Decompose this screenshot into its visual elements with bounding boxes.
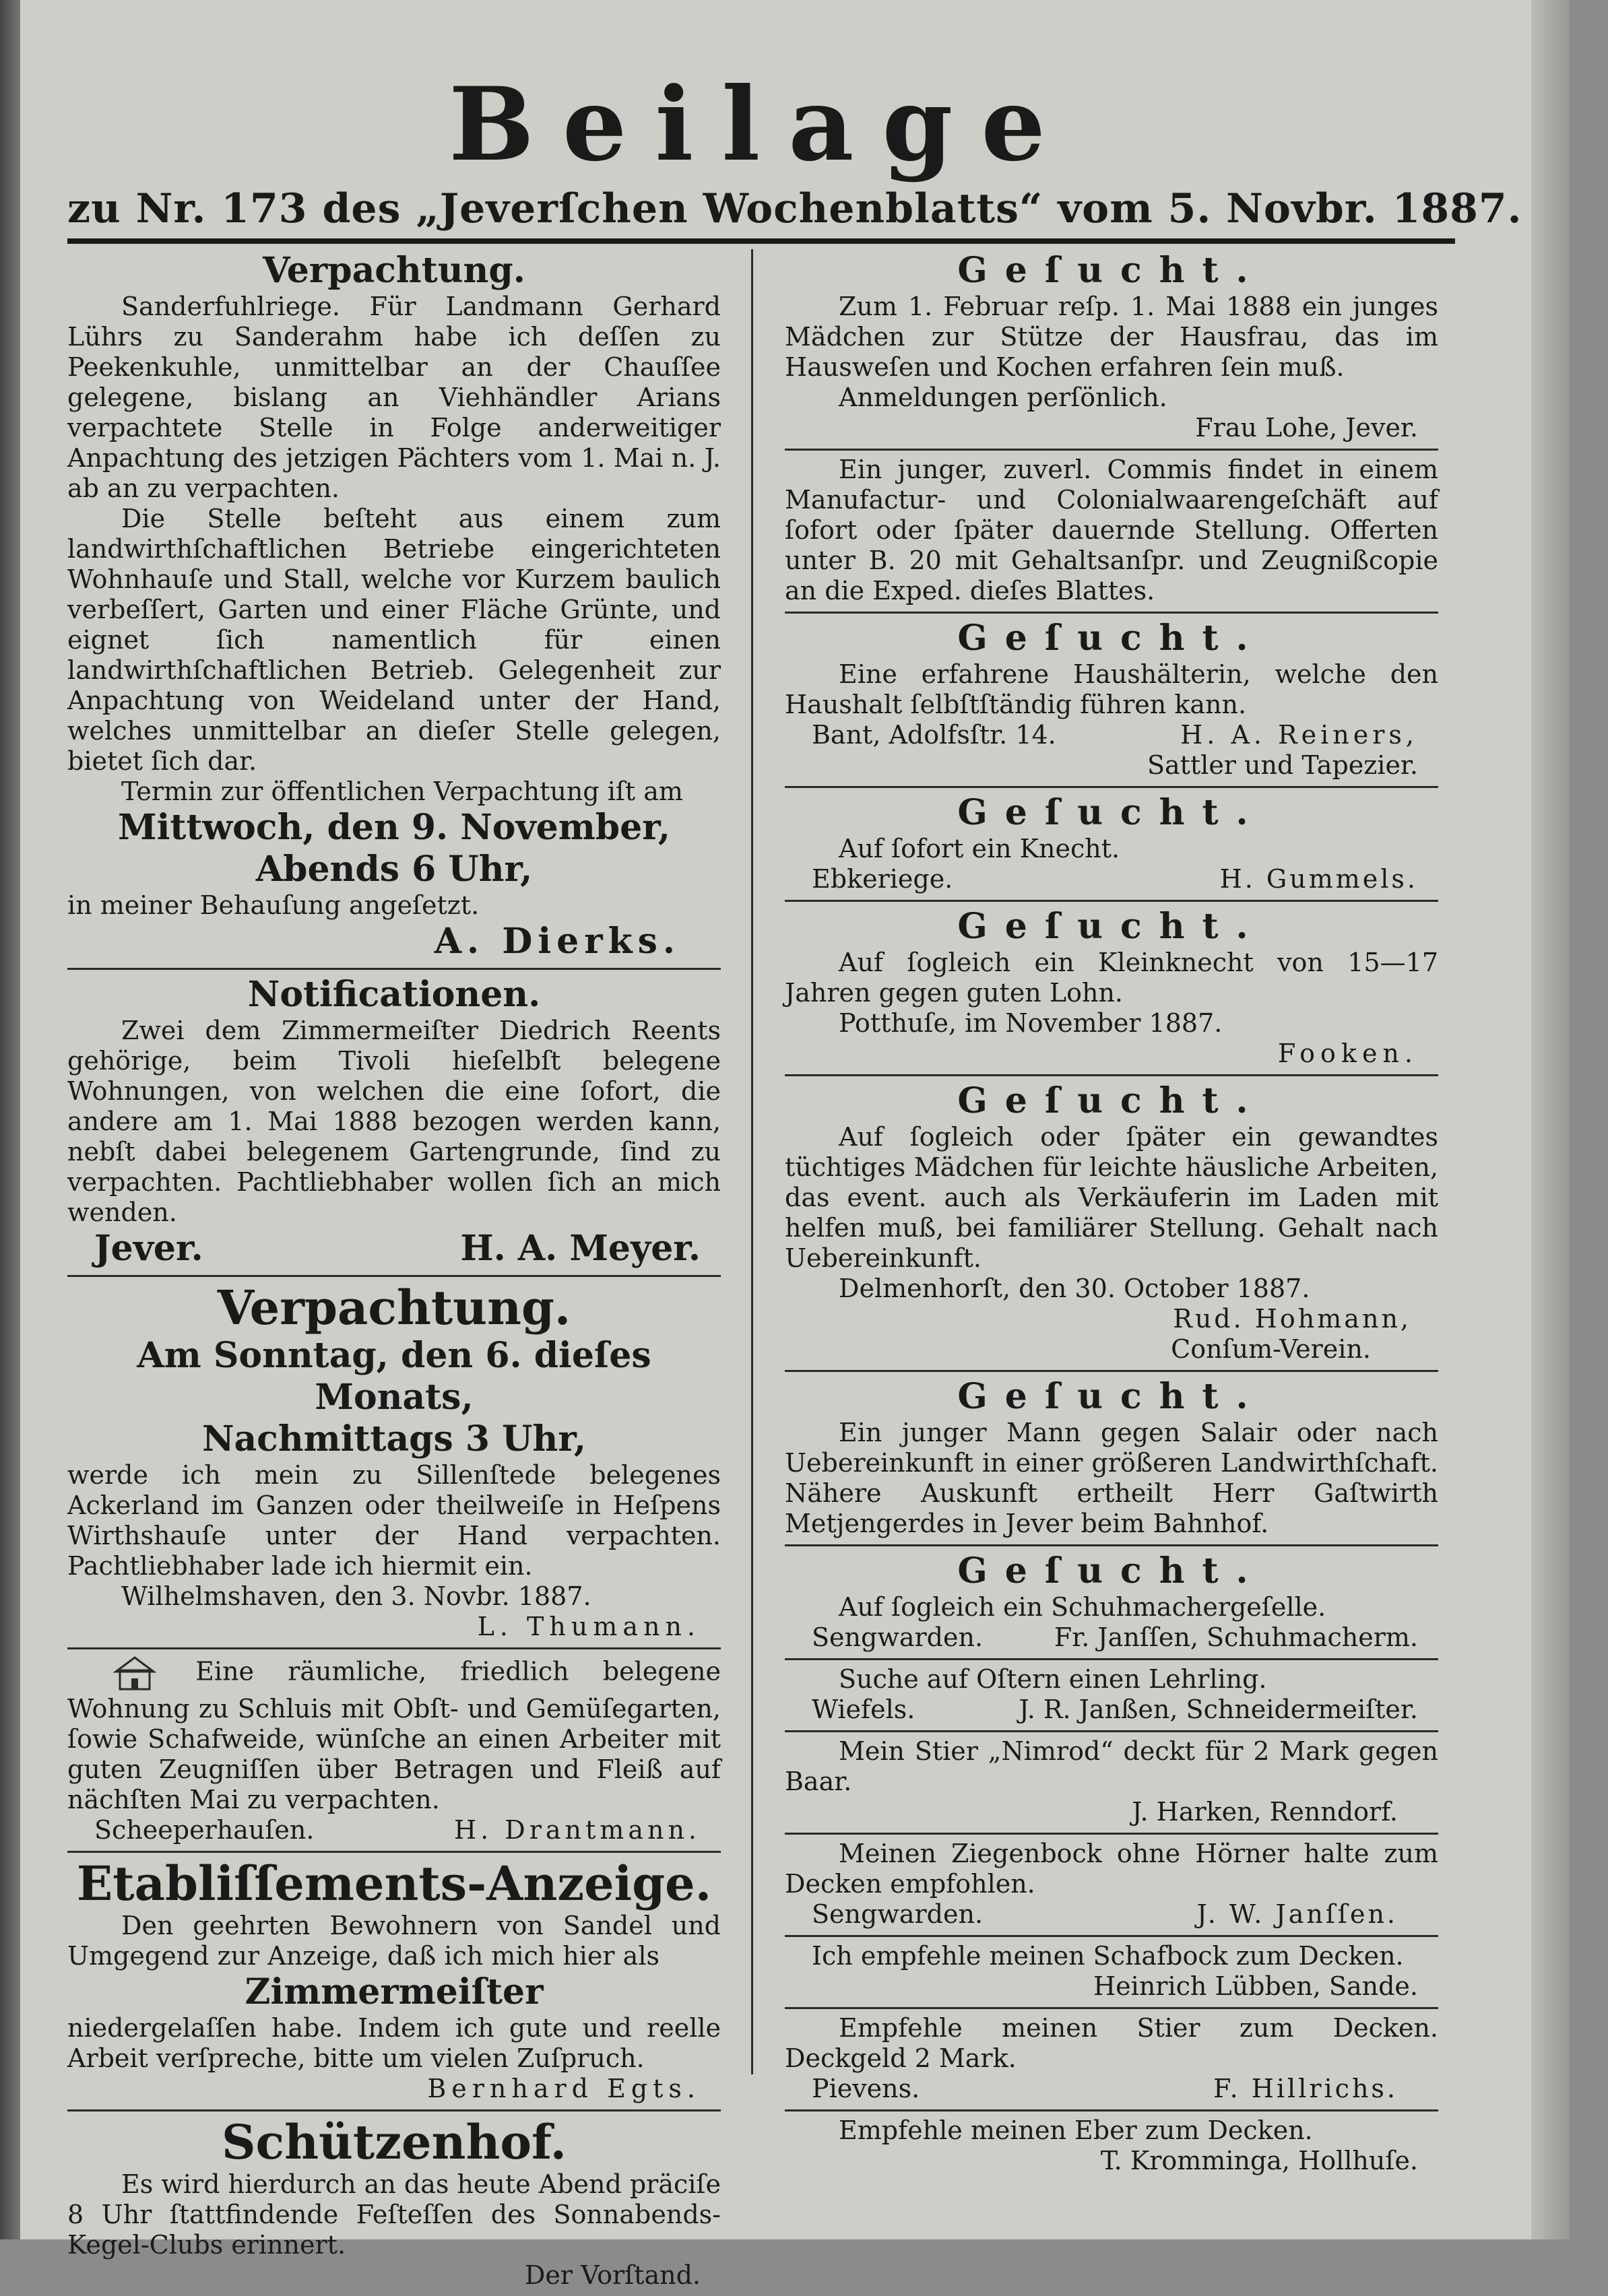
ad-text: Zum 1. Februar reſp. 1. Mai 1888 ein junges Mädchen zur Stütze der Hausfrau, das im Hausweſen und Kochen erfahren ſein muß. bbox=[785, 292, 1438, 382]
ad-heading: Geſucht. bbox=[957, 250, 1266, 291]
ad-text: werde ich mein zu Sillenſtede belegenes Ackerland im Ganzen oder theilweiſe in Heſpens Wirthshauſe unter der Hand verpachten. Pachtliebhaber lade ich hiermit ein. bbox=[67, 1460, 721, 1581]
ad-heading: Geſucht. bbox=[957, 618, 1266, 659]
ad-footer bbox=[785, 1695, 1438, 1725]
ad-etablissement bbox=[67, 1853, 721, 2111]
ad-text: Anmeldungen perſönlich. bbox=[839, 383, 1167, 412]
ad-footer bbox=[67, 1815, 721, 1845]
ad-text: Suche auf Oſtern einen Lehrling. bbox=[839, 1664, 1267, 1694]
ad-text: Potthuſe, im November 1887. bbox=[839, 1008, 1223, 1038]
ad-text: Mein Stier „Nimrod“ deckt für 2 Mark gegen Baar. bbox=[785, 1736, 1438, 1796]
ad-footer bbox=[785, 864, 1438, 894]
ad-text: Empfehle meinen Stier zum Decken. Deckgeld 2 Mark. bbox=[785, 2013, 1438, 2073]
ad-text: Ich empfehle meinen Schafbock zum Decken. bbox=[812, 1941, 1404, 1971]
ad-text: Zwei dem Zimmermeiſter Diedrich Reents gehörige, beim Tivoli hieſelbſt belegene Wohnungen, von welchen die eine ſofort, die andere am 1. Mai 1888 bezogen werden kann, nebſt dabei belegenem Gartengrunde, ſind zu verpachten. Pachtliebhaber wollen ſich an mich wenden. bbox=[67, 1016, 721, 1227]
ad-place: Pievens. bbox=[812, 2074, 920, 2103]
ad-signature-title: Sattler und Tapezier. bbox=[1147, 750, 1418, 780]
ad-signature: Fooken. bbox=[1277, 1039, 1418, 1068]
masthead-subline: zu Nr. 173 des „Jeverſchen Wochenblatts“ vom 5. Novbr. 1887. bbox=[67, 182, 1455, 244]
column-divider bbox=[751, 249, 753, 2074]
scan-left-edge bbox=[0, 0, 20, 2239]
ad-signature: A. Dierks. bbox=[434, 921, 680, 962]
ad-lehrling bbox=[785, 1660, 1438, 1732]
ad-time: Abends 6 Uhr, bbox=[255, 849, 533, 890]
ad-signature: J. R. Janßen, Schneidermeiſter. bbox=[1019, 1695, 1418, 1724]
ad-heading: Verpachtung. bbox=[263, 250, 525, 291]
ad-gesucht-5 bbox=[785, 1076, 1438, 1372]
ad-text: Auf ſogleich ein Kleinknecht von 15—17 Jahren gegen guten Lohn. bbox=[785, 948, 1438, 1008]
ad-heading: Geſucht. bbox=[957, 906, 1266, 947]
ad-text: Die Stelle beſteht aus einem zum landwirthſchaftlichen Betriebe eingerichteten Wohnhauſe und Stall, welche vor Kurzem baulich verbeſſert, Garten und einer Fläche Grünte, und eignet ſich namentlich für einen landwirthſchaftlichen Betrieb. Gelegenheit zur Anpachtung von Weideland unter der Hand, welches unmittelbar an dieſer Stelle gelegen, bietet ſich dar. bbox=[67, 504, 721, 776]
ad-heading: Notificationen. bbox=[247, 974, 541, 1015]
ad-signature: T. Kromminga, Hollhuſe. bbox=[1100, 2146, 1418, 2175]
ad-text: Sanderfuhlriege. Für Landmann Gerhard Lührs zu Sanderahm habe ich deſſen zu Peekenkuhle, unmittelbar an der Chauſſee gelegene, bislang an Viehhändler Arians verpachtete Stelle in Folge anderweitiger Anpachtung des jetzigen Pächters vom 1. Mai n. J. ab an zu verpachten. bbox=[67, 292, 721, 503]
ad-text: Auf ſogleich oder ſpäter ein gewandtes tüchtiges Mädchen für leichte häusliche Arbeiten, das event. auch als Verkäuferin im Laden mit helfen muß, bei familiärer Stellung. Gehalt nach Uebereinkunft. bbox=[785, 1122, 1438, 1273]
ad-place: Scheeperhauſen. bbox=[94, 1815, 315, 1845]
ad-signature: Bernhard Egts. bbox=[427, 2074, 701, 2103]
ad-date: Mittwoch, den 9. November, bbox=[118, 807, 670, 848]
ad-heading: Geſucht. bbox=[957, 792, 1266, 833]
ad-text: Termin zur öffentlichen Verpachtung iſt am bbox=[121, 777, 683, 806]
ad-text: Auf ſogleich ein Schuhmachergeſelle. bbox=[839, 1592, 1326, 1622]
ad-place: Ebkeriege. bbox=[812, 864, 953, 894]
ad-trade: Zimmermeiſter bbox=[245, 1971, 544, 2012]
ad-heading: Geſucht. bbox=[957, 1376, 1266, 1417]
ad-schafbock bbox=[785, 1937, 1438, 2009]
ad-eber bbox=[785, 2111, 1438, 2182]
ad-footer bbox=[785, 1622, 1438, 1653]
ad-place: Jever. bbox=[94, 1228, 203, 1269]
ad-footer bbox=[785, 720, 1438, 750]
ad-signature: Frau Lohe, Jever. bbox=[1195, 413, 1418, 442]
ad-signature: Heinrich Lübben, Sande. bbox=[1093, 1971, 1418, 2001]
ad-footer bbox=[785, 2074, 1438, 2104]
ad-heading: Verpachtung. bbox=[217, 1280, 571, 1336]
ad-signature: H. Gummels. bbox=[1219, 864, 1418, 894]
ad-gesucht-1 bbox=[785, 246, 1438, 451]
ad-footer bbox=[785, 1899, 1438, 1930]
ad-ziegenbock bbox=[785, 1835, 1438, 1937]
ad-gesucht-6 bbox=[785, 1372, 1438, 1546]
ad-text: Ein junger, zuverl. Commis findet in einem Manufactur- und Colonialwaarengeſchäft auf ſofort oder ſpäter dauernde Stellung. Offerten unter B. 20 mit Gehaltsanſpr. und Zeugnißcopie an die Exped. dieſes Blattes. bbox=[785, 455, 1438, 605]
ad-heading: Schützenhof. bbox=[221, 2114, 567, 2170]
ad-signature: H. A. Reiners, bbox=[1180, 720, 1418, 750]
ad-signature: H. Drantmann. bbox=[453, 1815, 701, 1845]
ad-nimrod bbox=[785, 1732, 1438, 1835]
ad-text: Meinen Ziegenbock ohne Hörner halte zum Decken empfohlen. bbox=[785, 1839, 1438, 1899]
ad-schuetzenhof bbox=[67, 2111, 721, 2296]
ad-heading: Etabliſſements-Anzeige. bbox=[76, 1856, 712, 1911]
ad-text: Auf ſofort ein Knecht. bbox=[839, 834, 1120, 863]
ad-signature: F. Hillrichs. bbox=[1213, 2074, 1398, 2103]
ad-gesucht-7 bbox=[785, 1546, 1438, 1660]
ad-text: niedergelaſſen habe. Indem ich gute und reelle Arbeit verſpreche, bitte um vielen Zuſpruch. bbox=[67, 2013, 721, 2073]
ad-signature: J. Harken, Renndorf. bbox=[1132, 1797, 1398, 1827]
ad-place: in meiner Behauſung angeſetzt. bbox=[67, 890, 480, 920]
ad-text: Empfehle meinen Eber zum Decken. bbox=[839, 2115, 1313, 2145]
ad-place: Wiefels. bbox=[812, 1695, 915, 1724]
right-column bbox=[785, 246, 1438, 2182]
ad-text: Delmenhorſt, den 30. October 1887. bbox=[839, 1274, 1310, 1303]
ad-heading: Geſucht. bbox=[957, 1080, 1266, 1121]
ad-text: Ein junger Mann gegen Salair oder nach Uebereinkunft in einer größeren Landwirthſchaft. Nähere Auskunft ertheilt Herr Gaſtwirth Metjengerdes in Jever beim Bahnhof. bbox=[785, 1418, 1438, 1538]
ad-text-body: Eine räumliche, friedlich belegene Wohnung zu Schluis mit Obſt- und Gemüſegarten, ſowie Schafweide, wünſche an einen Arbeiter mit guten Zeugniſſen über Betragen und Fleiß auf nächſten Mai zu verpachten. bbox=[67, 1656, 721, 1814]
ad-date-line: Wilhelmshaven, den 3. Novbr. 1887. bbox=[121, 1581, 591, 1611]
ad-text: Es wird hierdurch an das heute Abend präciſe 8 Uhr ſtattfindende Feſteſſen des Sonnabends-Kegel-Clubs erinnert. bbox=[67, 2169, 721, 2260]
ad-verpachtung-1 bbox=[67, 246, 721, 970]
ad-stier bbox=[785, 2009, 1438, 2111]
ad-date: Am Sonntag, den 6. dieſes Monats, bbox=[137, 1335, 651, 1418]
left-column bbox=[67, 246, 721, 2296]
ad-gesucht-3 bbox=[785, 788, 1438, 902]
ad-gesucht-2 bbox=[785, 614, 1438, 788]
ad-text: Eine erfahrene Haushälterin, welche den Haushalt ſelbſtſtändig führen kann. bbox=[785, 659, 1438, 719]
ad-text: Den geehrten Bewohnern von Sandel und Umgegend zur Anzeige, daß ich mich hier als bbox=[67, 1911, 721, 1971]
ad-place: Bant, Adolfsſtr. 14. bbox=[812, 720, 1056, 750]
ad-signature: Der Vorſtand. bbox=[524, 2260, 701, 2290]
ad-footer bbox=[67, 1228, 721, 1270]
ad-gesucht-4 bbox=[785, 902, 1438, 1076]
masthead-title: Beilage bbox=[449, 65, 1074, 184]
house-emblem-icon bbox=[108, 1653, 162, 1694]
ad-wohnung bbox=[67, 1649, 721, 1853]
ad-text bbox=[67, 1653, 721, 1815]
ad-signature: Fr. Janſſen, Schuhmacherm. bbox=[1054, 1622, 1418, 1652]
ad-commis bbox=[785, 451, 1438, 614]
ad-place: Sengwarden. bbox=[812, 1899, 984, 1929]
ad-verpachtung-2 bbox=[67, 1277, 721, 1649]
ad-notificationen bbox=[67, 970, 721, 1277]
ad-signature: H. A. Meyer. bbox=[460, 1228, 701, 1269]
masthead bbox=[67, 65, 1522, 244]
ad-signature-title: Conſum-Verein. bbox=[1171, 1334, 1371, 1364]
ad-signature: L. Thumann. bbox=[477, 1612, 701, 1641]
ad-signature: J. W. Janſſen. bbox=[1196, 1899, 1398, 1929]
ad-time: Nachmittags 3 Uhr, bbox=[201, 1418, 587, 1459]
ad-signature: Rud. Hohmann, bbox=[1173, 1304, 1411, 1334]
page-right-edge bbox=[1531, 0, 1570, 2239]
ad-place: Sengwarden. bbox=[812, 1622, 984, 1652]
ad-heading: Geſucht. bbox=[957, 1550, 1266, 1592]
